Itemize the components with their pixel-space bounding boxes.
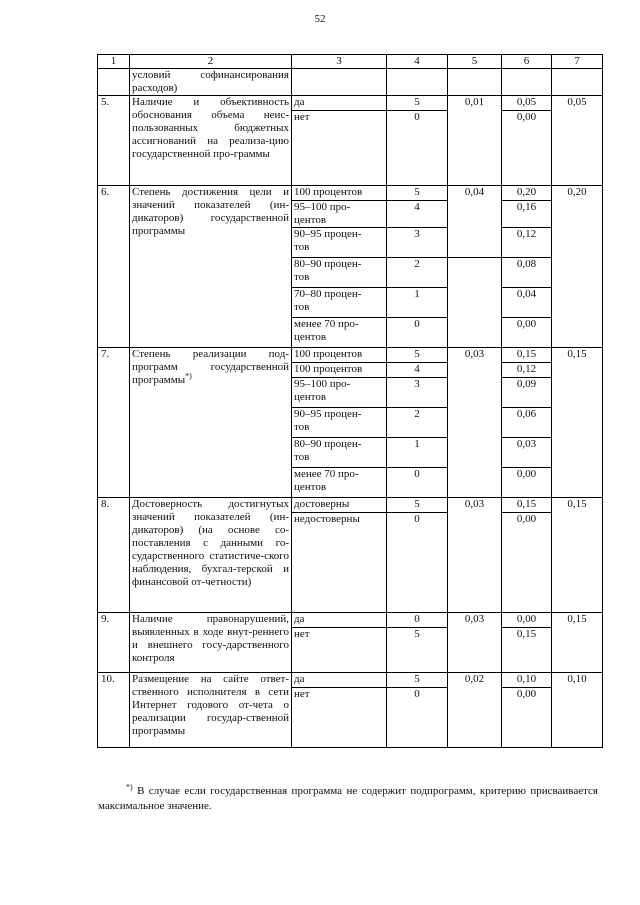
criterion-number: 9. (98, 613, 130, 673)
criterion-text (130, 673, 292, 748)
header-cell: 3 (292, 55, 387, 69)
option-row (98, 673, 603, 688)
criterion-text (130, 613, 292, 673)
option-row (98, 498, 603, 513)
page-number: 52 (314, 13, 326, 25)
max-value: 0,05 (552, 96, 603, 186)
weight-cell: 0,04 (448, 186, 502, 258)
option-value: 0,09 (502, 378, 552, 408)
option-text: достоверны (292, 498, 387, 513)
option-score: 0 (387, 111, 448, 186)
criterion-text (130, 96, 292, 186)
option-value: 0,04 (502, 288, 552, 318)
header-cell: 6 (502, 55, 552, 69)
max-value: 0,15 (552, 498, 603, 613)
option-score: 3 (387, 378, 448, 408)
option-text: 70–80 процен- тов (292, 288, 387, 318)
footnote-mark: *) (126, 782, 133, 792)
option-value: 0,00 (502, 513, 552, 613)
criterion-label: Степень достижения цели и значений показателей (ин-дикаторов) государственной программы (132, 186, 289, 237)
option-text: 100 процентов (292, 363, 387, 378)
continuation-row (98, 69, 603, 96)
option-value: 0,00 (502, 111, 552, 186)
option-score: 2 (387, 408, 448, 438)
option-text: 90–95 процен- тов (292, 228, 387, 258)
option-text: да (292, 613, 387, 628)
option-text: нет (292, 628, 387, 673)
option-score: 0 (387, 468, 448, 498)
option-value: 0,00 (502, 318, 552, 348)
option-value: 0,15 (502, 348, 552, 363)
option-text: нет (292, 688, 387, 748)
criterion-label: Достоверность достигнутых значений показателей (ин-дикаторов) (на основе со-поставления с данными го-сударственного статистиче-ского наблюдения, бухгал-терской и финансовой от-четности) (132, 498, 289, 588)
criterion-text (130, 186, 292, 348)
option-text: 100 процентов (292, 348, 387, 363)
option-text: менее 70 про- центов (292, 468, 387, 498)
footnote (98, 784, 598, 814)
option-score: 1 (387, 438, 448, 468)
option-score: 0 (387, 513, 448, 613)
option-score: 1 (387, 288, 448, 318)
option-value: 0,00 (502, 468, 552, 498)
weight-cell (448, 258, 502, 348)
option-value: 0,10 (502, 673, 552, 688)
option-value: 0,00 (502, 613, 552, 628)
option-score: 5 (387, 498, 448, 513)
criterion-text (130, 498, 292, 613)
footnote-text: В случае если государственная программа не содержит подпрограмм, критерию присваивается максимальное значение. (98, 785, 598, 812)
option-score: 3 (387, 228, 448, 258)
max-value: 0,10 (552, 673, 603, 748)
option-score: 5 (387, 96, 448, 111)
option-value: 0,03 (502, 438, 552, 468)
option-text: да (292, 96, 387, 111)
option-value: 0,08 (502, 258, 552, 288)
option-score: 0 (387, 613, 448, 628)
weight-cell: 0,01 (448, 96, 502, 186)
option-text: менее 70 про- центов (292, 318, 387, 348)
max-value: 0,15 (552, 613, 603, 673)
header-cell: 7 (552, 55, 603, 69)
option-text: да (292, 673, 387, 688)
header-cell: 4 (387, 55, 448, 69)
option-value: 0,00 (502, 688, 552, 748)
criterion-text (130, 348, 292, 498)
option-value: 0,06 (502, 408, 552, 438)
num-cell (98, 69, 130, 96)
option-score: 2 (387, 258, 448, 288)
option-text: 95–100 про- центов (292, 378, 387, 408)
option-score: 0 (387, 318, 448, 348)
continuation-text: условий софинансирования расходов) (130, 69, 292, 96)
option-score: 5 (387, 673, 448, 688)
header-cell: 5 (448, 55, 502, 69)
option-row (98, 613, 603, 628)
option-text: 80–90 процен- тов (292, 258, 387, 288)
max-value: 0,20 (552, 186, 603, 348)
option-text: недостоверны (292, 513, 387, 613)
option-text: 100 процентов (292, 186, 387, 201)
option-value: 0,12 (502, 228, 552, 258)
criterion-label: Степень реализации под-программ государственной программы (132, 348, 289, 386)
option-value: 0,15 (502, 498, 552, 513)
option-score: 5 (387, 628, 448, 673)
option-row (98, 348, 603, 363)
option-text: 90–95 процен- тов (292, 408, 387, 438)
criterion-label: Наличие и объективность обоснования объема неис-пользованных бюджетных ассигнований на реализа-цию государственной про-граммы (132, 96, 289, 160)
option-text: 80–90 процен- тов (292, 438, 387, 468)
option-value: 0,16 (502, 201, 552, 228)
criterion-number: 6. (98, 186, 130, 348)
weight-cell: 0,02 (448, 673, 502, 748)
option-score: 5 (387, 186, 448, 201)
footnote-ref: *) (185, 371, 192, 381)
weight-cell: 0,03 (448, 348, 502, 498)
option-score: 0 (387, 688, 448, 748)
criteria-table (97, 54, 603, 748)
header-cell: 2 (130, 55, 292, 69)
criterion-number: 7. (98, 348, 130, 498)
option-text: 95–100 про- центов (292, 201, 387, 228)
criterion-number: 10. (98, 673, 130, 748)
weight-cell: 0,03 (448, 613, 502, 673)
option-score: 4 (387, 363, 448, 378)
max-value: 0,15 (552, 348, 603, 498)
option-text: нет (292, 111, 387, 186)
weight-cell: 0,03 (448, 498, 502, 613)
option-score: 5 (387, 348, 448, 363)
option-value: 0,15 (502, 628, 552, 673)
criterion-label: Наличие правонарушений, выявленных в ходе внут-реннего и внешнего госу-дарственного контроля (132, 613, 289, 664)
header-cell: 1 (98, 55, 130, 69)
option-score: 4 (387, 201, 448, 228)
option-row (98, 96, 603, 111)
option-value: 0,05 (502, 96, 552, 111)
criterion-number: 8. (98, 498, 130, 613)
option-value: 0,12 (502, 363, 552, 378)
option-value: 0,20 (502, 186, 552, 201)
criterion-number: 5. (98, 96, 130, 186)
criterion-label: Размещение на сайте ответ-ственного исполнителя в сети Интернет годового от-чета о реализации государ-ственной программы (132, 673, 289, 737)
option-row (98, 186, 603, 201)
header-row (98, 55, 603, 69)
